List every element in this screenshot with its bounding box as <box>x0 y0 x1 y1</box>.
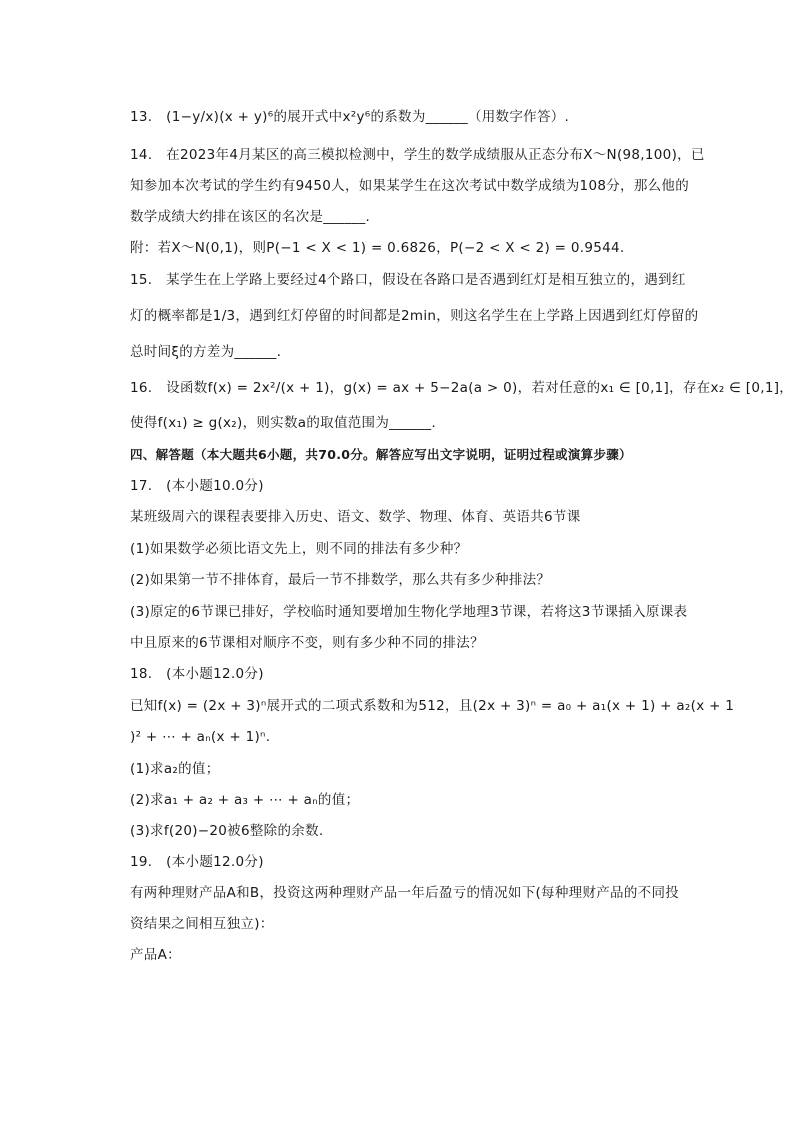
q14-line-3: 数学成绩大约排在该区的名次是______． <box>130 209 380 225</box>
q17-part-3-line-1: (3)原定的6节课已排好，学校临时通知要增加生物化学地理3节课，若将这3节课插入原课表 <box>130 604 688 620</box>
q18-part-1: (1)求a₂的值； <box>130 761 220 777</box>
q18-stem-line-1: 已知f(x) = (2x + 3)ⁿ展开式的二项式系数和为512，且(2x + 3)ⁿ = a₀ + a₁(x + 1) + a₂(x + 1 <box>130 698 735 714</box>
q19-header: 19. (本小题12.0分) <box>130 854 264 870</box>
q18-part-3: (3)求f(20)−20被6整除的余数. <box>130 823 324 839</box>
q19-stem-line-1: 有两种理财产品A和B，投资这两种理财产品一年后盈亏的情况如下(每种理财产品的不同投 <box>130 885 680 901</box>
q13-line: 13. (1−y/x)(x + y)⁶的展开式中x²y⁶的系数为______（用数字作答）. <box>130 109 570 125</box>
q16-line-2: 使得f(x₁) ≥ g(x₂)，则实数a的取值范围为______． <box>130 415 446 431</box>
q19-product-a-label: 产品A： <box>130 947 181 963</box>
q15-line-3: 总时间ξ的方差为______． <box>130 344 291 360</box>
q17-header: 17. (本小题10.0分) <box>130 478 264 494</box>
q16-line-1: 16. 设函数f(x) = 2x²/(x + 1)，g(x) = ax + 5−2a(a > 0)，若对任意的x₁ ∈ [0,1]，存在x₂ ∈ [0,1]， <box>130 380 794 396</box>
q18-stem-line-2: )² + ⋯ + aₙ(x + 1)ⁿ. <box>130 729 271 745</box>
q15-line-2: 灯的概率都是1/3，遇到红灯停留的时间都是2min，则这名学生在上学路上因遇到红灯停留的 <box>130 308 699 324</box>
section-heading: 四、解答题（本大题共6小题，共70.0分。解答应写出文字说明，证明过程或演算步骤） <box>130 447 632 462</box>
q15-line-1: 15. 某学生在上学路上要经过4个路口，假设在各路口是否遇到红灯是相互独立的，遇到红 <box>130 272 686 288</box>
q19-stem-line-2: 资结果之间相互独立)： <box>130 916 274 932</box>
q17-part-1: (1)如果数学必须比语文先上，则不同的排法有多少种？ <box>130 541 468 557</box>
q17-stem: 某班级周六的课程表要排入历史、语文、数学、物理、体育、英语共6节课 <box>130 509 581 525</box>
q17-part-3-line-2: 中且原来的6节课相对顺序不变，则有多少种不同的排法？ <box>130 635 484 651</box>
q14-line-1: 14. 在2023年4月某区的高三模拟检测中，学生的数学成绩服从正态分布X～N(98,100)，已 <box>130 147 705 163</box>
q14-line-2: 知参加本次考试的学生约有9450人，如果某学生在这次考试中数学成绩为108分，那么他的 <box>130 178 690 194</box>
q18-part-2: (2)求a₁ + a₂ + a₃ + ⋯ + aₙ的值； <box>130 792 360 808</box>
q18-header: 18. (本小题12.0分) <box>130 666 264 682</box>
q14-appendix: 附：若X～N(0,1)，则P(−1 < X < 1) = 0.6826，P(−2 < X < 2) = 0.9544. <box>130 240 625 256</box>
q17-part-2: (2)如果第一节不排体育，最后一节不排数学，那么共有多少种排法？ <box>130 572 551 588</box>
